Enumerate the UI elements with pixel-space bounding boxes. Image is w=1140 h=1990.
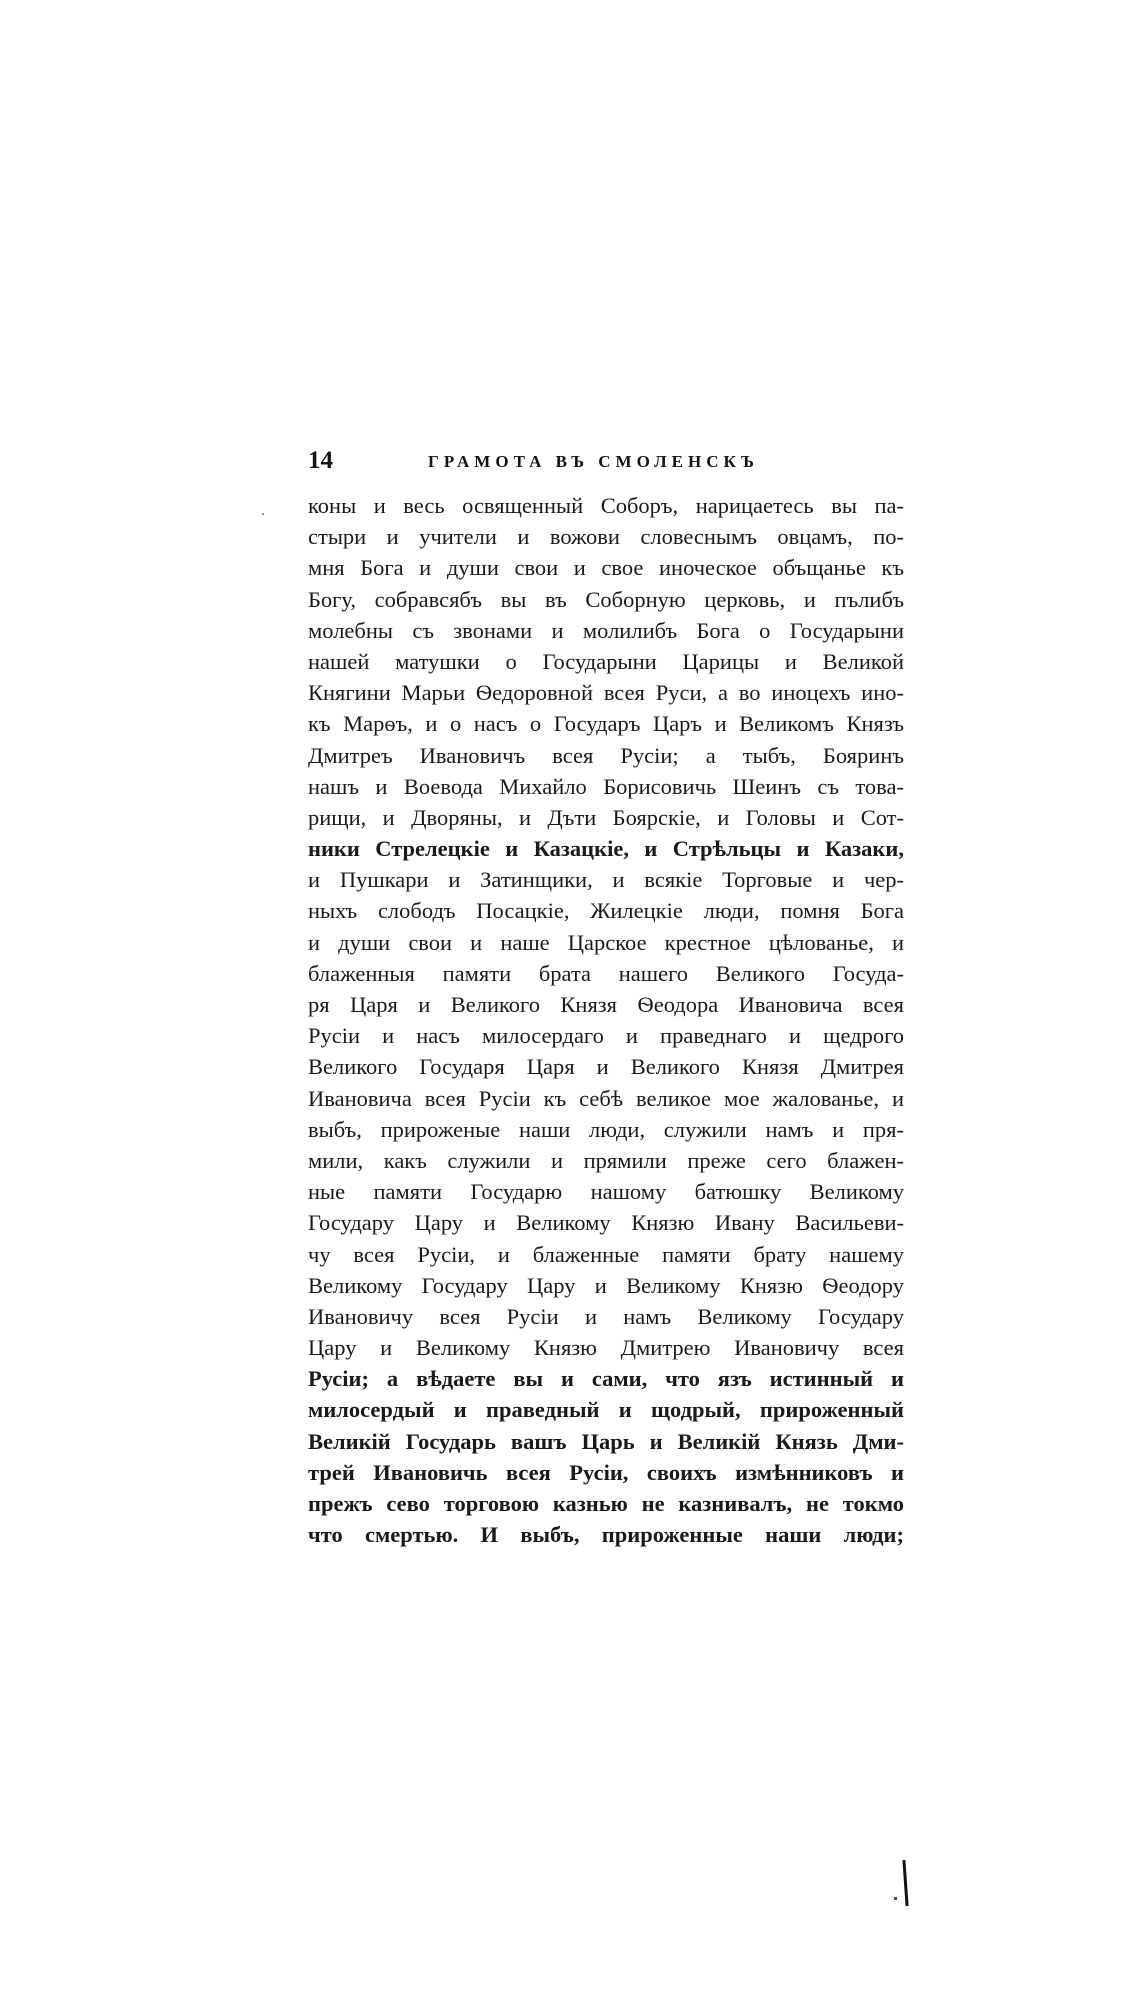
text-line: ныхъ слободъ Посацкіе, Жилецкіе люди, помня Бога bbox=[308, 898, 904, 924]
text-line: Государу Цару и Великому Князю Ивану Васильеви- bbox=[308, 1210, 904, 1236]
text-line: Цару и Великому Князю Дмитрею Ивановичу всея bbox=[308, 1335, 904, 1361]
text-line: Богу, собравсябъ вы въ Соборную церковь, и пълибъ bbox=[308, 586, 904, 612]
page-number: 14 bbox=[308, 447, 333, 474]
text-line: выбъ, прироженые наши люди, служили намъ и пря- bbox=[308, 1116, 904, 1142]
running-head bbox=[308, 446, 908, 476]
text-line: мили, какъ служили и прямили преже сего блажен- bbox=[308, 1147, 904, 1173]
text-line: Великому Государу Цару и Великому Князю Ѳеодору bbox=[308, 1272, 904, 1298]
text-line: ные памяти Государю нашому батюшку Великому bbox=[308, 1179, 904, 1205]
text-line: коны и весь освященный Соборъ, нарицаетесь вы па- bbox=[308, 493, 904, 518]
text-line: и души свои и наше Царское крестное цѣлованье, и bbox=[308, 929, 904, 955]
text-line: Русіи и насъ милосердаго и праведнаго и щедрого bbox=[308, 1023, 904, 1049]
text-line: что смертью. И выбъ, прироженные наши люди; bbox=[308, 1522, 904, 1548]
running-title: ГРАМОТА ВЪ СМОЛЕНСКЪ bbox=[428, 452, 759, 471]
scan-speck bbox=[894, 1897, 897, 1900]
text-line: Ивановича всея Русіи къ себѣ великое мое жалованье, и bbox=[308, 1085, 904, 1111]
text-line: милосердый и праведный и щодрый, прироженный bbox=[308, 1397, 904, 1423]
body-text bbox=[308, 490, 904, 1550]
scan-edge-mark bbox=[902, 1860, 908, 1906]
text-line: ники Стрелецкіе и Казацкіе, и Стрѣльцы и Казаки, bbox=[308, 836, 904, 862]
text-line: и Пушкари и Затинщики, и всякіе Торговые и чер- bbox=[308, 867, 904, 893]
text-line: нашей матушки о Государыни Царицы и Великой bbox=[308, 648, 904, 674]
text-line: ря Царя и Великого Князя Ѳеодора Ивановича всея bbox=[308, 992, 904, 1017]
text-line: стыри и учители и вожови словеснымъ овцамъ, по- bbox=[308, 524, 904, 550]
text-line: Ивановичу всея Русіи и намъ Великому Государу bbox=[308, 1303, 904, 1329]
text-line: трей Ивановичь всея Русіи, своихъ измѣнниковъ и bbox=[308, 1459, 904, 1485]
text-line: Великого Государя Царя и Великого Князя Дмитрея bbox=[308, 1054, 904, 1080]
text-line: Княгини Марьи Ѳедоровной всея Руси, а во иноцехъ ино- bbox=[308, 680, 904, 706]
text-line: нашъ и Воевода Михайло Борисовичь Шеинъ съ това- bbox=[308, 773, 904, 799]
text-line: Русіи; а вѣдаете вы и сами, что язъ истинный и bbox=[308, 1366, 904, 1392]
text-line: къ Марѳъ, и о насъ о Государъ Царъ и Великомъ Князъ bbox=[308, 711, 904, 737]
text-line: Великій Государь вашъ Царь и Великій Князь Дми- bbox=[308, 1428, 904, 1454]
text-line: чу всея Русіи, и блаженные памяти брату нашему bbox=[308, 1241, 904, 1267]
text-line: блаженныя памяти брата нашего Великого Госуда- bbox=[308, 960, 904, 986]
text-line: мня Бога и души свои и свое иноческое объщанье къ bbox=[308, 555, 904, 581]
text-line: молебны съ звонами и молилибъ Бога о Государыни bbox=[308, 617, 904, 643]
text-line: рищи, и Дворяны, и Дъти Боярскіе, и Головы и Сот- bbox=[308, 804, 904, 830]
margin-speck bbox=[262, 513, 264, 515]
text-line: Дмитреъ Ивановичъ всея Русіи; а тыбъ, Бояринъ bbox=[308, 742, 904, 768]
text-line: прежъ сево торговою казнью не казнивалъ, не токмо bbox=[308, 1491, 904, 1516]
